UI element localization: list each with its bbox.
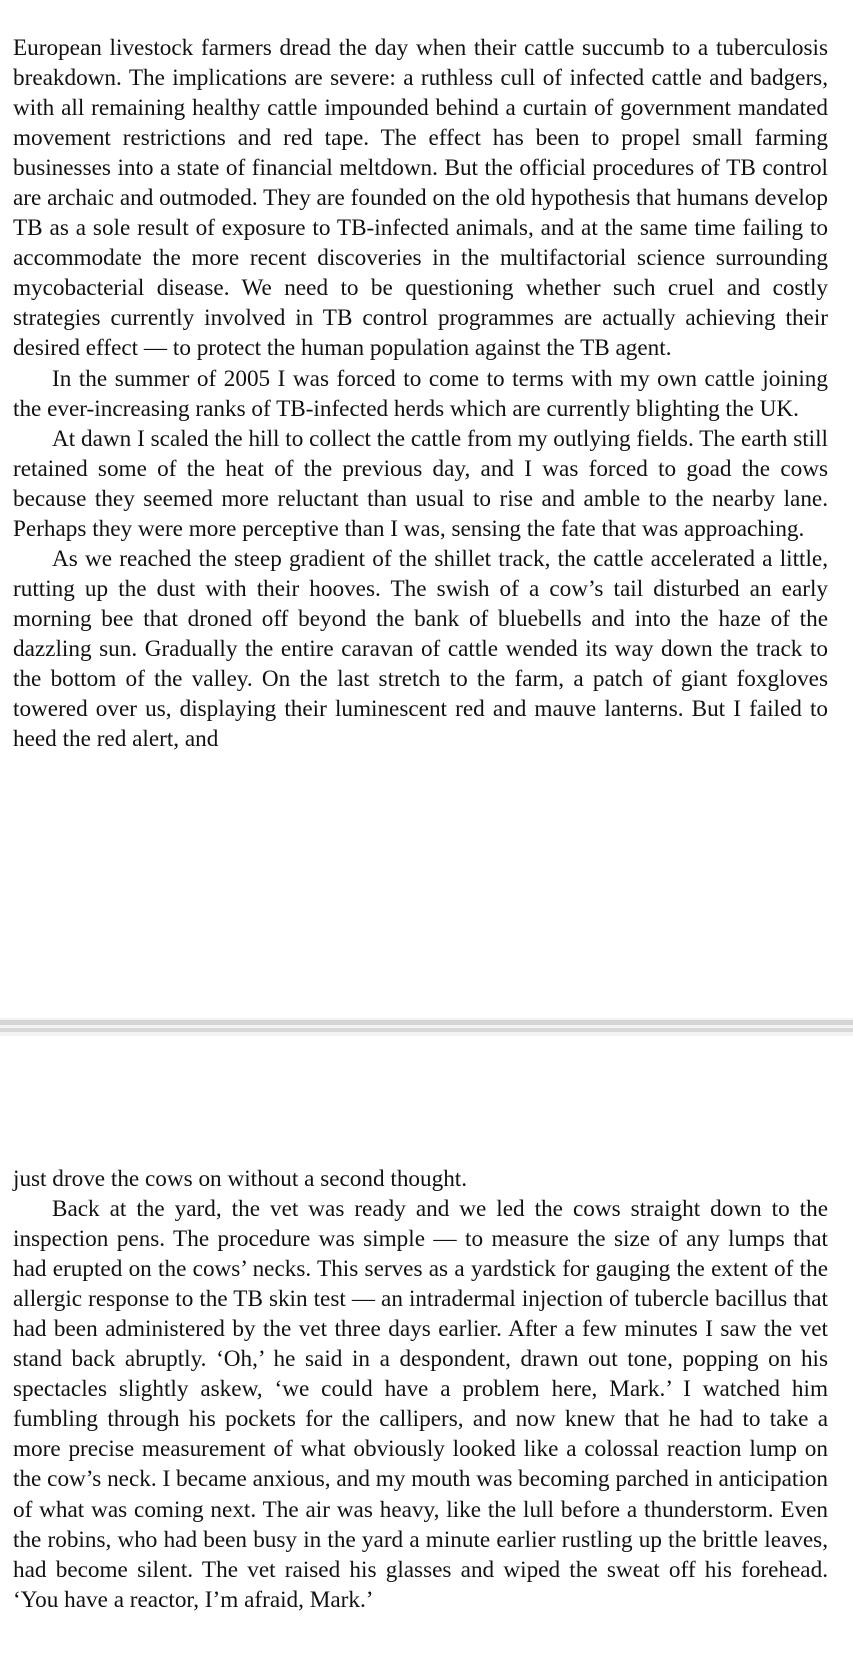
paragraph-continuation: just drove the cows on without a second thought. [13, 1166, 468, 1192]
paragraph-yard: Back at the yard, the vet was ready and we led the cows straight down to the inspection pens. The procedure was simple — to measure the size of any lumps that had erupted on the cows’ necks. This serves as a yardstick for gauging the extent of the allergic response to the TB skin test — an intradermal injection of tubercle bacillus that had been administered by the vet three days earlier. After a few minutes I saw the vet stand back abruptly. ‘Oh,’ he said in a despondent, drawn out tone, popping on his spectacles slightly askew, ‘we could have a problem here, Mark.’ I watched him fumbling through his pockets for the callipers, and now knew that he had to take a more precise measurement of what obviously looked like a colossal reaction lump on the cow’s neck. I became anxious, and my mouth was becoming parched in anticipation of what was coming next. The air was heavy, like the lull before a thunderstorm. Even the robins, who had been busy in the yard a minute earlier rustling up the brittle leaves, had become silent. The vet raised his glasses and wiped the sweat off his forehead. ‘You have a reactor, I’m afraid, Mark.’ [13, 1196, 828, 1613]
page-divider-line [0, 1028, 853, 1032]
page-divider [0, 1018, 853, 1036]
page-bottom-text [13, 1164, 828, 1615]
paragraph-shillet-track: As we reached the steep gradient of the shillet track, the cattle accelerated a little, rutting up the dust with their hooves. The swish of a cow’s tail disturbed an early morning bee that droned off beyond the bank of bluebells and into the haze of the dazzling sun. Gradually the entire caravan of cattle wended its way down the track to the bottom of the valley. On the last stretch to the farm, a patch of giant foxgloves towered over us, displaying their luminescent red and mauve lanterns. But I failed to heed the red alert, and [13, 545, 828, 753]
paragraph-dawn: At dawn I scaled the hill to collect the cattle from my outlying fields. The earth still retained some of the heat of the previous day, and I was forced to goad the cows because they seemed more reluctant than usual to rise and amble to the nearby lane. Perhaps they were more perceptive than I was, sensing the fate that was approaching. [13, 425, 828, 542]
page-top-text [13, 33, 828, 754]
paragraph-summer-2005: In the summer of 2005 I was forced to come to terms with my own cattle joining the ever-increasing ranks of TB-infected herds which are currently blighting the UK. [13, 365, 828, 422]
page-divider-line [0, 1020, 853, 1025]
paragraph-intro: European livestock farmers dread the day when their cattle succumb to a tuberculosis breakdown. The implications are severe: a ruthless cull of infected cattle and badgers, with all remaining healthy cattle impounded behind a curtain of government mandated movement restrictions and red tape. The effect has been to propel small farming businesses into a state of financial meltdown. But the official procedures of TB control are archaic and outmoded. They are founded on the old hypothesis that humans develop TB as a sole result of exposure to TB-infected animals, and at the same time failing to accommodate the more recent discoveries in the multifactorial science surrounding mycobacterial disease. We need to be questioning whether such cruel and costly strategies currently involved in TB control programmes are actually achieving their desired effect — to protect the human population against the TB agent. [13, 35, 828, 362]
